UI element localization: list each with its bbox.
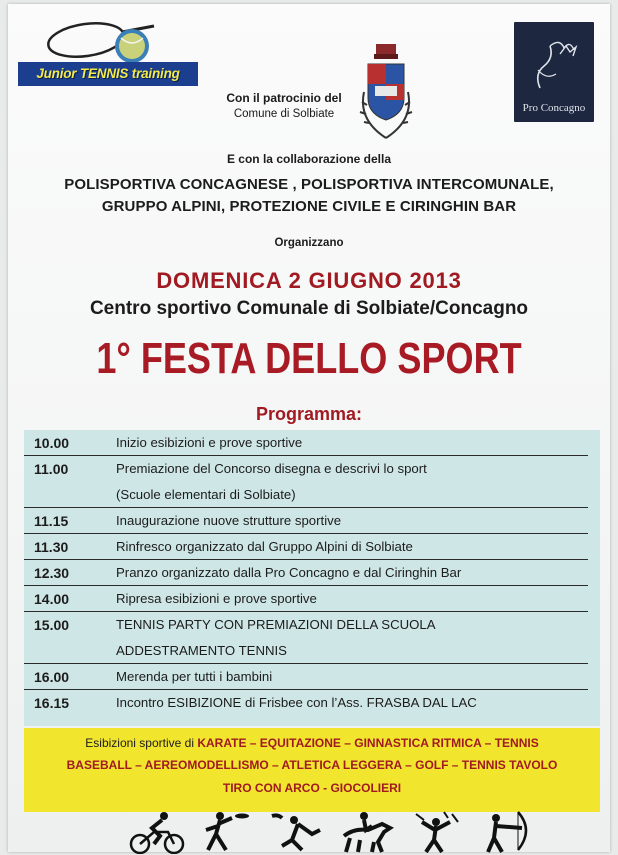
schedule-desc: Pranzo organizzato dalla Pro Concagno e dal Ciringhin Bar: [116, 565, 462, 580]
exhibitions-line3: TIRO CON ARCO - GIOCOLIERI: [222, 781, 402, 795]
schedule-row: [24, 612, 600, 638]
cycling-icon: [128, 810, 186, 854]
collaborators: [8, 174, 610, 218]
exhibitions-line2: BASEBALL – AEREOMODELLISMO – ATLETICA LEGGERA – GOLF – TENNIS TAVOLO: [66, 758, 558, 772]
schedule-row: [24, 586, 600, 612]
pro-concagno-logo: [514, 22, 594, 122]
program-heading: Programma:: [255, 404, 363, 424]
juggling-icon: [408, 810, 466, 854]
schedule-row: [24, 664, 600, 690]
schedule-time: 11.15: [34, 513, 69, 529]
event-place: Centro sportivo Comunale di Solbiate/Concagno: [89, 298, 529, 319]
exhibitions-box: [24, 728, 600, 812]
schedule-time: 15.00: [34, 617, 70, 633]
collaborators-line2: GRUPPO ALPINI, PROTEZIONE CIVILE E CIRINGHIN BAR: [101, 198, 517, 215]
junior-tennis-banner: Junior TENNIS training: [18, 62, 198, 86]
collaborators-line1: POLISPORTIVA CONCAGNESE , POLISPORTIVA INTERCOMUNALE,: [64, 176, 554, 193]
schedule-row: [24, 534, 600, 560]
schedule-time: 11.00: [34, 461, 69, 477]
sport-icons-row: [128, 810, 528, 854]
exhibitions-intro: Esibizioni sportive di: [85, 736, 194, 750]
organize-label: Organizzano: [274, 237, 344, 249]
schedule-desc: TENNIS PARTY CON PREMIAZIONI DELLA SCUOLA: [116, 617, 436, 632]
schedule-desc: Incontro ESIBIZIONE di Frisbee con l’Ass. FRASBA DAL LAC: [116, 695, 477, 710]
patronage: [214, 90, 354, 122]
schedule-time: 16.15: [34, 695, 70, 711]
archery-icon: [478, 810, 536, 854]
schedule-time: 14.00: [34, 591, 70, 607]
schedule-table: [24, 430, 600, 726]
schedule-row: [24, 638, 600, 664]
junior-tennis-logo: [14, 18, 194, 88]
schedule-row: [24, 456, 600, 482]
schedule-row: [24, 482, 600, 508]
schedule-desc: ADDESTRAMENTO TENNIS: [116, 643, 287, 658]
coat-of-arms-icon: [350, 42, 422, 144]
schedule-row: [24, 430, 600, 456]
schedule-row: [24, 560, 600, 586]
event-date: DOMENICA 2 GIUGNO 2013: [156, 268, 462, 293]
schedule-row: [24, 508, 600, 534]
poster: [8, 4, 610, 852]
schedule-time: 11.30: [34, 539, 69, 555]
exhibitions-line1: [24, 736, 600, 750]
patronage-line2: Comune di Solbiate: [233, 108, 335, 120]
schedule-time: 16.00: [34, 669, 70, 685]
schedule-desc: Ripresa esibizioni e prove sportive: [116, 591, 317, 606]
schedule-time: 12.30: [34, 565, 70, 581]
schedule-desc: (Scuole elementari di Solbiate): [116, 487, 296, 502]
schedule-time: 10.00: [34, 435, 70, 451]
schedule-desc: Premiazione del Concorso disegna e descrivi lo sport: [116, 461, 427, 476]
event-title: 1° FESTA DELLO SPORT: [96, 334, 522, 383]
flower-icon: [520, 30, 588, 92]
patronage-line1: Con il patrocinio del: [226, 91, 342, 105]
schedule-desc: Inizio esibizioni e prove sportive: [116, 435, 303, 450]
exhibitions-items-1: KARATE – EQUITAZIONE – GINNASTICA RITMICA – TENNIS: [197, 736, 539, 750]
gymnastics-icon: [268, 810, 326, 854]
frisbee-icon: [198, 810, 256, 854]
collaboration-intro: E con la collaborazione della: [226, 152, 392, 166]
schedule-desc: Rinfresco organizzato dal Gruppo Alpini di Solbiate: [116, 539, 413, 554]
schedule-row: [24, 690, 600, 716]
pro-concagno-label: Pro Concagno: [522, 102, 586, 114]
schedule-desc: Inaugurazione nuove strutture sportive: [116, 513, 342, 528]
equestrian-icon: [338, 810, 396, 854]
schedule-desc: Merenda per tutti i bambini: [116, 669, 273, 684]
